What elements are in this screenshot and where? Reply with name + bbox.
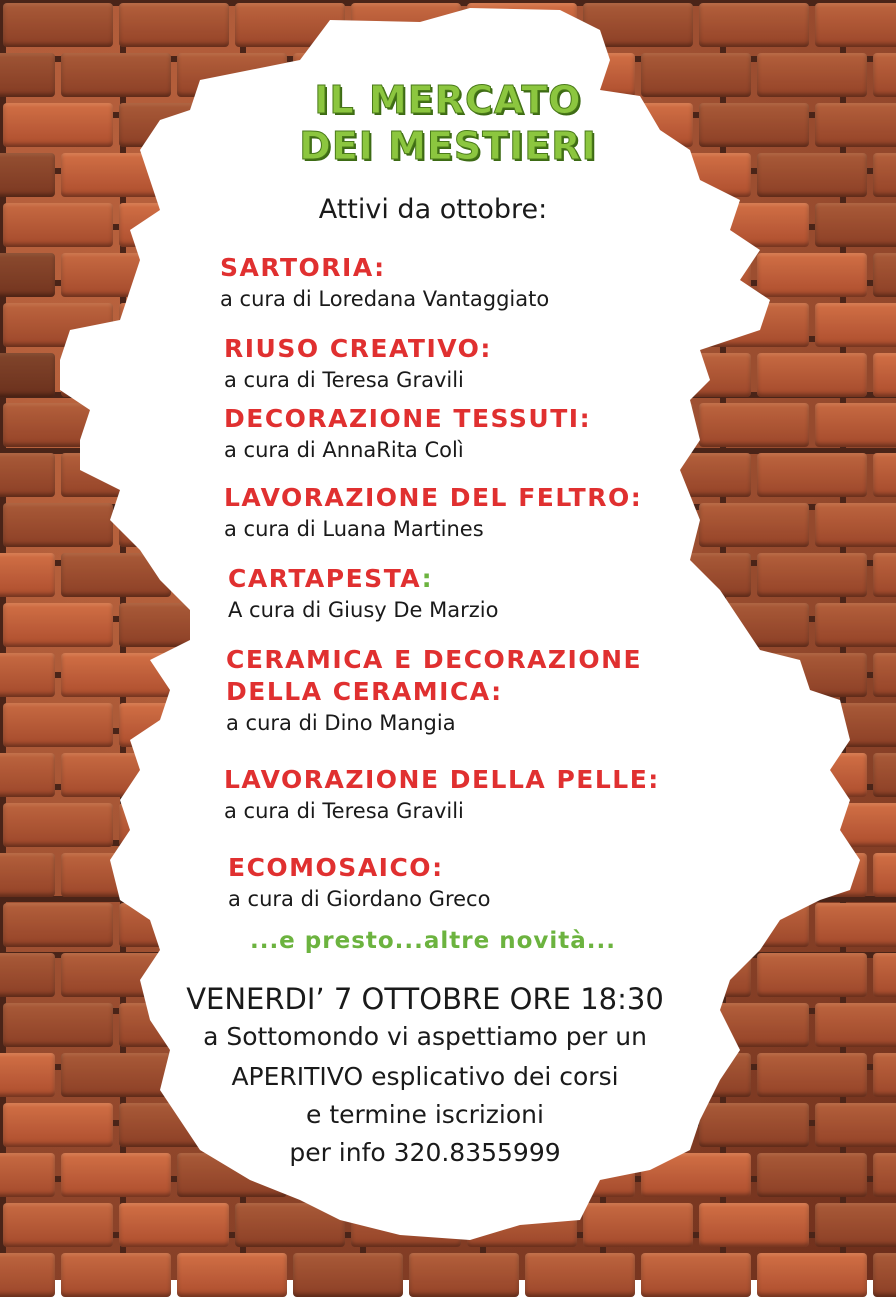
- course-name: LAVORAZIONE DEL FELTRO:: [224, 483, 643, 512]
- intro-text: Attivi da ottobre:: [318, 194, 548, 225]
- course-ceramica: [226, 644, 642, 738]
- course-name: CARTAPESTA:: [228, 564, 434, 593]
- event-line-2: APERITIVO esplicativo dei corsi: [231, 1062, 619, 1091]
- course-name: RIUSO CREATIVO:: [224, 334, 492, 363]
- course-cartapesta: [228, 563, 498, 625]
- event-date: VENERDI’ 7 OTTOBRE ORE 18:30: [186, 982, 664, 1016]
- event-line-3: e termine iscrizioni: [306, 1100, 544, 1129]
- course-riuso-creativo: [224, 333, 492, 395]
- course-name: LAVORAZIONE DELLA PELLE:: [224, 765, 660, 794]
- course-teacher: a cura di Teresa Gravili: [224, 368, 464, 392]
- course-lavorazione-pelle: [224, 764, 660, 826]
- course-decorazione-tessuti: [224, 403, 591, 465]
- poster-title-line2: DEI MESTIERI: [299, 124, 597, 168]
- course-sartoria: [220, 252, 549, 314]
- event-line-1: a Sottomondo vi aspettiamo per un: [203, 1022, 647, 1051]
- poster-title-line1: IL MERCATO: [314, 78, 582, 122]
- course-teacher: a cura di Dino Mangia: [226, 711, 456, 735]
- course-ecomosaico: [228, 852, 490, 914]
- course-teacher: a cura di Luana Martines: [224, 517, 484, 541]
- course-teacher: a cura di AnnaRita Colì: [224, 438, 464, 462]
- course-teacher: a cura di Teresa Gravili: [224, 799, 464, 823]
- course-name: ECOMOSAICO:: [228, 853, 444, 882]
- event-contact-phone: per info 320.8355999: [289, 1138, 561, 1167]
- course-name: DECORAZIONE TESSUTI:: [224, 404, 592, 433]
- course-name: SARTORIA:: [220, 253, 386, 282]
- course-teacher: a cura di Loredana Vantaggiato: [220, 287, 550, 311]
- course-lavorazione-feltro: [224, 482, 642, 544]
- course-name: CERAMICA E DECORAZIONE: [226, 645, 643, 674]
- course-name-line2: DELLA CERAMICA:: [226, 677, 503, 706]
- course-teacher: a cura di Giordano Greco: [228, 887, 491, 911]
- coming-soon-text: ...e presto...altre novità...: [249, 928, 617, 954]
- course-teacher: A cura di Giusy De Marzio: [228, 598, 499, 622]
